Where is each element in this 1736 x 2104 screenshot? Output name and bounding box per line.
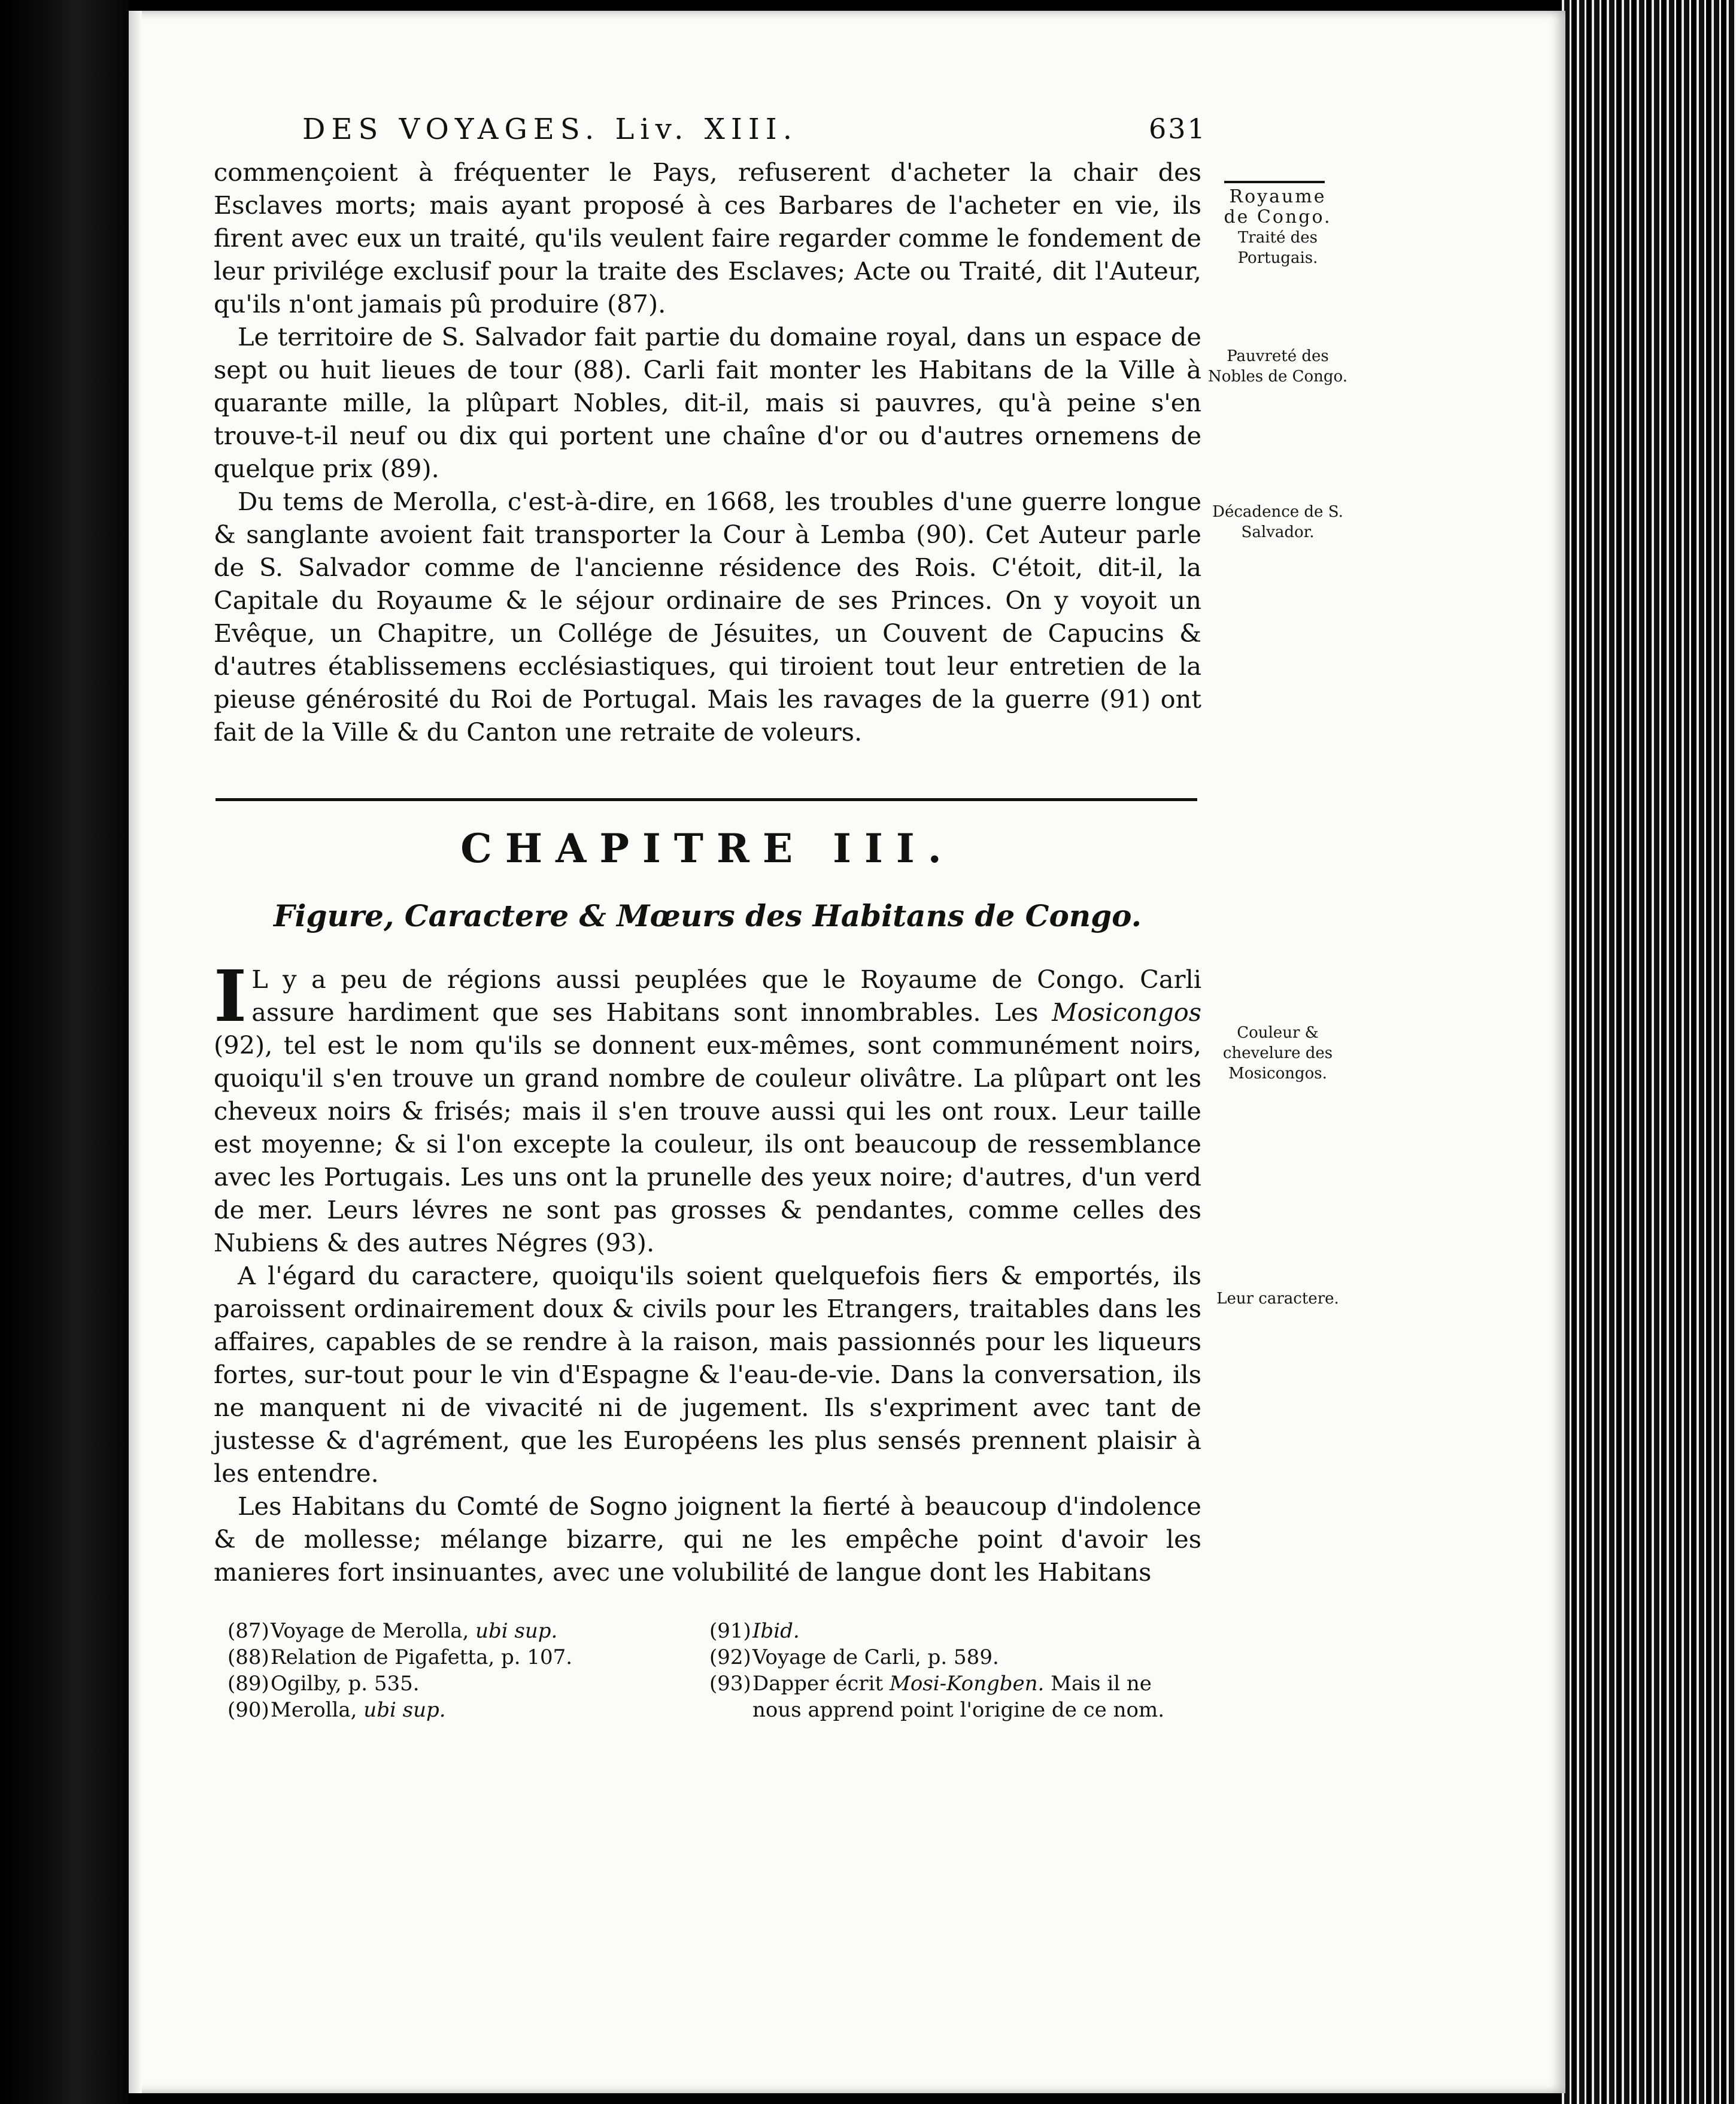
running-title: DES VOYAGES. Liv. XIII.: [302, 113, 799, 146]
margin-rule: [1224, 181, 1325, 183]
footnote-88: (88)Relation de Pigafetta, p. 107.: [227, 1645, 573, 1669]
paragraph-population-start: L y a peu de régions aussi peuplées que le Royaume de Congo. Carli assure hardiment que ses Habitans sont innombrables. Les: [251, 965, 1201, 1027]
chapter-divider-rule: [216, 798, 1197, 801]
footnote-91: (91)Ibid.: [709, 1619, 800, 1643]
footnote-93: (93)Dapper écrit Mosi-Kongben. Mais il ne nous apprend point l'origine de ce nom.: [709, 1672, 1165, 1722]
footnotes: [227, 1618, 1203, 1750]
scan-background-left: [0, 0, 129, 2104]
page-edges-stack: [1556, 0, 1736, 2104]
paragraph-population: [214, 954, 1201, 1259]
page-number: 631: [1149, 113, 1207, 145]
body-text-top: [214, 156, 1201, 748]
body-text-chapter: [214, 954, 1201, 1588]
margin-note-pauvrete: Pauvreté des Nobles de Congo.: [1207, 347, 1348, 386]
margin-note-royaume: [1204, 187, 1351, 268]
paragraph-salvador-territory: Le territoire de S. Salvador fait partie du domaine royal, dans un espace de sept ou huit lieues de tour (88). Carli fait monter les Habitans de la Ville à quarante mille, la plûpart Nobles, dit-il, mais si pauvres, qu'à peine s'en trouve-t-il neuf ou dix qui portent une chaîne d'or ou d'autres ornemens de quelque prix (89).: [214, 322, 1201, 483]
drop-cap: I: [214, 954, 247, 1038]
margin-note-couleur: Couleur & chevelure des Mosicongos.: [1222, 1024, 1333, 1083]
margin-note-caractere: Leur caractere.: [1216, 1290, 1339, 1308]
footnotes-right-column: [709, 1618, 1200, 1723]
paragraph-merolla: Du tems de Merolla, c'est-à-dire, en 1668, les troubles d'une guerre longue & sanglante avoient fait transporter la Cour à Lemba (90). Cet Auteur parle de S. Salvador comme de l'ancienne résidence des Rois. C'étoit, dit-il, la Capitale du Royaume & le séjour ordinaire de ses Princes. On y voyoit un Evêque, un Chapitre, un Collége de Jésuites, un Couvent de Capucins & d'autres établissemens ecclésiastiques, qui tiroient tout leur entretien de la pieuse générosité du Roi de Portugal. Mais les ravages de la guerre (91) ont fait de la Ville & du Canton une retraite de voleurs.: [214, 487, 1201, 747]
margin-note-royaume-line2: de Congo.: [1224, 207, 1332, 228]
margin-note-royaume-line1: Royaume: [1229, 186, 1327, 207]
chapter-title: CHAPITRE III.: [460, 825, 955, 872]
footnote-87: (87)Voyage de Merolla, ubi sup.: [227, 1619, 558, 1643]
footnote-89: (89)Ogilby, p. 535.: [227, 1672, 420, 1696]
running-header: [302, 113, 1260, 154]
margin-note-decadence: Décadence de S. Salvador.: [1212, 503, 1343, 541]
paragraph-sogno: Les Habitans du Comté de Sogno joignent la fierté à beaucoup d'indolence & de mollesse; mélange bizarre, qui ne les empêche point d'avoir les manieres fort insinuantes, avec une volubilité de langue dont les Habitans: [214, 1491, 1201, 1587]
chapter-subtitle: Figure, Caractere & Mœurs des Habitans de Congo.: [274, 898, 1142, 933]
margin-note-traite: Traité des Portugais.: [1237, 229, 1318, 267]
term-mosicongos: Mosicongos: [1052, 998, 1201, 1027]
paragraph-continuation: commençoient à fréquenter le Pays, refuserent d'acheter la chair des Esclaves morts; mais ayant proposé à ces Barbares de l'acheter en vie, ils firent avec eux un traité, qu'ils veulent faire regarder comme le fondement de leur privilége exclusif pour la traite des Esclaves; Acte ou Traité, dit l'Auteur, qu'ils n'ont jamais pû produire (87).: [214, 157, 1201, 319]
paragraph-population-rest: (92), tel est le nom qu'ils se donnent eux-mêmes, sont communément noirs, quoiqu'il s'en trouve un grand nombre de couleur olivâtre. La plûpart ont les cheveux noirs & frisés; mais il s'en trouve aussi qui les ont roux. Leur taille est moyenne; & si l'on excepte la couleur, ils ont beaucoup de ressemblance avec les Portugais. Les uns ont la prunelle des yeux noire; d'autres, d'un verd de mer. Leurs lévres ne sont pas grosses & pendantes, comme celles des Nubiens & des autres Négres (93).: [214, 1030, 1201, 1257]
footnote-90: (90)Merolla, ubi sup.: [227, 1698, 446, 1722]
page-gutter-shadow: [129, 11, 142, 2093]
footnote-92: (92)Voyage de Carli, p. 589.: [709, 1645, 999, 1669]
footnotes-left-column: [227, 1618, 694, 1723]
paragraph-character: A l'égard du caractere, quoiqu'ils soient quelquefois fiers & emportés, ils paroissent ordinairement doux & civils pour les Etrangers, traitables dans les affaires, capables de se rendre à la raison, mais passionnés pour les liqueurs fortes, sur-tout pour le vin d'Espagne & l'eau-de-vie. Dans la conversation, ils ne manquent ni de vivacité ni de jugement. Ils s'expriment avec tant de justesse & d'agrément, que les Européens les plus sensés prennent plaisir à les entendre.: [214, 1261, 1201, 1488]
